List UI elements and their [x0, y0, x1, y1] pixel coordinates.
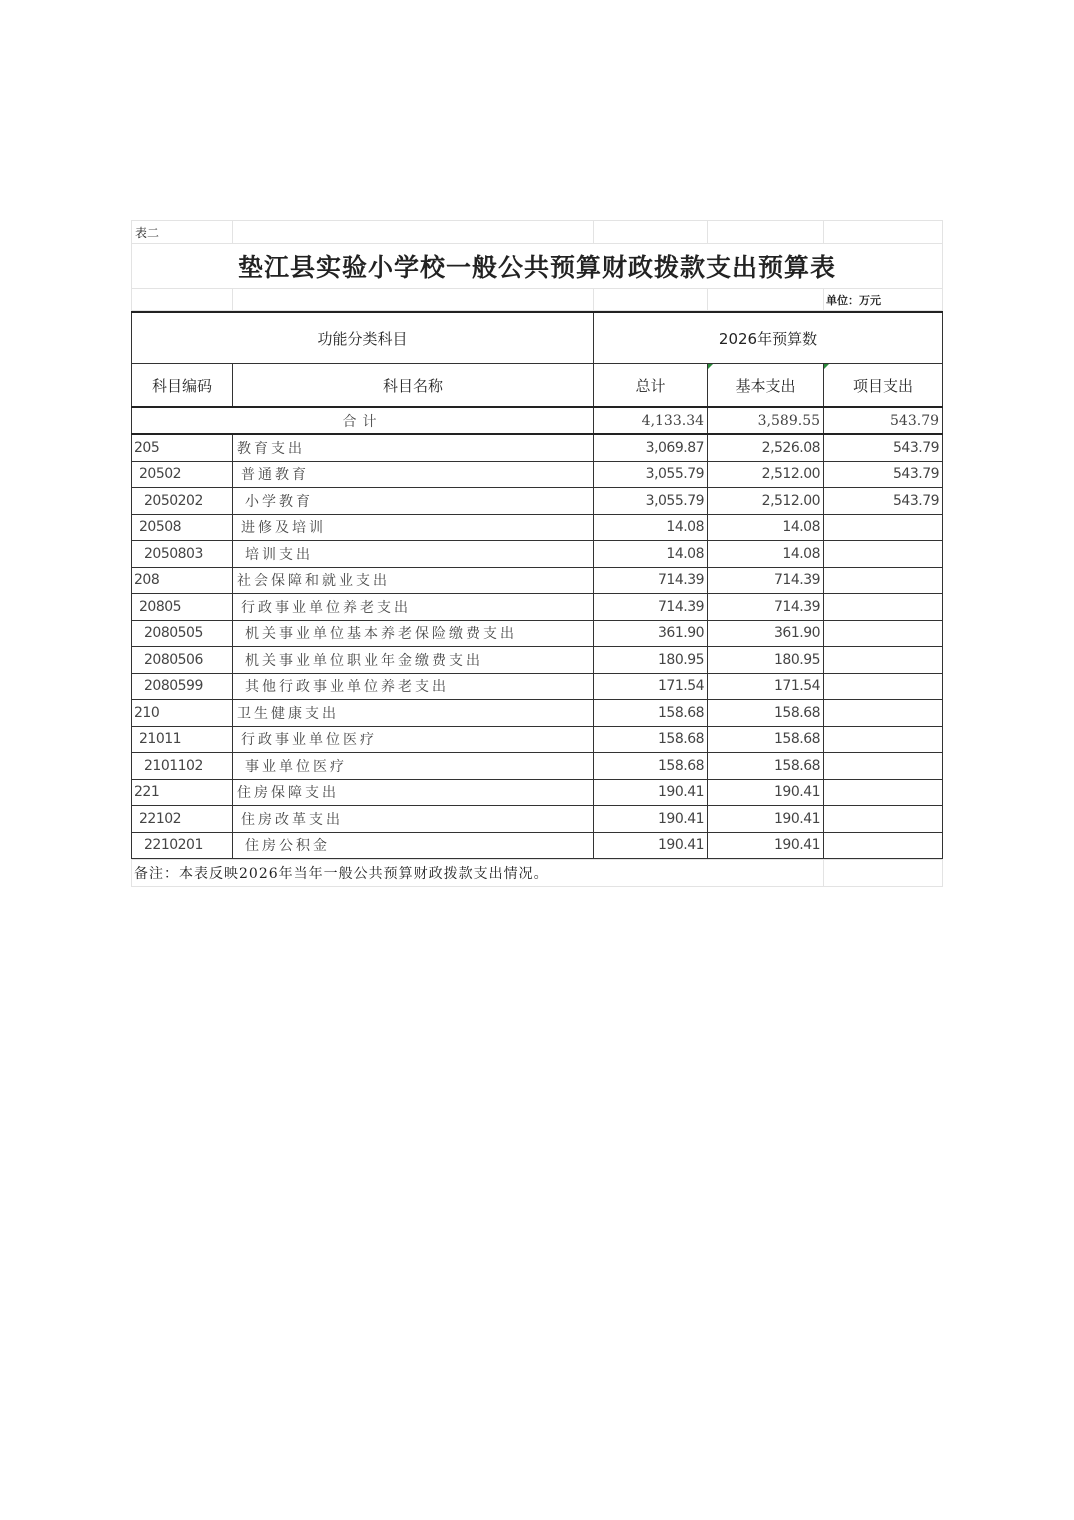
table-row [132, 594, 943, 621]
row-name: 教育支出 [233, 434, 594, 461]
summary-basic: 3,589.55 [708, 407, 824, 434]
unit-label: 单位：万元 [824, 289, 943, 311]
row-total: 3,055.79 [594, 461, 708, 488]
row-project [824, 806, 943, 833]
row-basic: 714.39 [708, 567, 824, 594]
row-total: 361.90 [594, 620, 708, 647]
row-project [824, 832, 943, 859]
row-total: 171.54 [594, 673, 708, 700]
sheet-header-grid [131, 220, 943, 311]
row-code: 20805 [132, 594, 233, 621]
table-row [132, 488, 943, 515]
row-basic: 2,512.00 [708, 488, 824, 515]
row-basic: 190.41 [708, 832, 824, 859]
table-row [132, 647, 943, 674]
note-grid [131, 859, 943, 887]
row-name: 社会保障和就业支出 [233, 567, 594, 594]
page-title: 垫江县实验小学校一般公共预算财政拨款支出预算表 [132, 244, 943, 289]
row-basic: 190.41 [708, 806, 824, 833]
table-row [132, 726, 943, 753]
row-total: 714.39 [594, 567, 708, 594]
summary-total: 4,133.34 [594, 407, 708, 434]
row-project [824, 594, 943, 621]
row-total: 158.68 [594, 700, 708, 727]
row-project: 543.79 [824, 461, 943, 488]
row-code: 205 [132, 434, 233, 461]
row-basic: 180.95 [708, 647, 824, 674]
row-total: 190.41 [594, 832, 708, 859]
row-basic: 361.90 [708, 620, 824, 647]
row-name: 住房保障支出 [233, 779, 594, 806]
row-code: 2050803 [132, 541, 233, 568]
row-name: 机关事业单位基本养老保险缴费支出 [233, 620, 594, 647]
row-total: 14.08 [594, 514, 708, 541]
row-code: 2210201 [132, 832, 233, 859]
row-basic: 190.41 [708, 779, 824, 806]
row-basic: 171.54 [708, 673, 824, 700]
row-code: 2101102 [132, 753, 233, 780]
row-total: 190.41 [594, 806, 708, 833]
row-name: 住房改革支出 [233, 806, 594, 833]
table-row [132, 753, 943, 780]
row-basic: 158.68 [708, 700, 824, 727]
row-code: 22102 [132, 806, 233, 833]
header-basic: 基本支出 [708, 364, 824, 408]
header-total: 总计 [594, 364, 708, 408]
row-code: 2080505 [132, 620, 233, 647]
row-name: 行政事业单位医疗 [233, 726, 594, 753]
row-basic: 158.68 [708, 726, 824, 753]
summary-project: 543.79 [824, 407, 943, 434]
budget-sheet [131, 220, 942, 887]
row-name: 事业单位医疗 [233, 753, 594, 780]
table-row [132, 673, 943, 700]
header-functional-category: 功能分类科目 [132, 312, 594, 364]
row-basic: 714.39 [708, 594, 824, 621]
row-project [824, 700, 943, 727]
row-project [824, 726, 943, 753]
row-name: 培训支出 [233, 541, 594, 568]
table-row [132, 514, 943, 541]
row-project: 543.79 [824, 488, 943, 515]
footnote: 备注：本表反映2026年当年一般公共预算财政拨款支出情况。 [132, 860, 824, 887]
row-name: 住房公积金 [233, 832, 594, 859]
table-row [132, 806, 943, 833]
row-project: 543.79 [824, 434, 943, 461]
header-code: 科目编码 [132, 364, 233, 408]
budget-rows [132, 434, 943, 859]
row-code: 20502 [132, 461, 233, 488]
row-total: 158.68 [594, 726, 708, 753]
row-code: 2050202 [132, 488, 233, 515]
row-total: 3,069.87 [594, 434, 708, 461]
header-project: 项目支出 [824, 364, 943, 408]
row-project [824, 567, 943, 594]
table-row [132, 779, 943, 806]
summary-row [132, 407, 943, 434]
table-row [132, 461, 943, 488]
row-name: 进修及培训 [233, 514, 594, 541]
row-name: 小学教育 [233, 488, 594, 515]
row-project [824, 514, 943, 541]
header-name: 科目名称 [233, 364, 594, 408]
row-total: 714.39 [594, 594, 708, 621]
row-basic: 14.08 [708, 541, 824, 568]
row-name: 卫生健康支出 [233, 700, 594, 727]
row-basic: 158.68 [708, 753, 824, 780]
row-basic: 2,512.00 [708, 461, 824, 488]
table-row [132, 620, 943, 647]
row-name: 行政事业单位养老支出 [233, 594, 594, 621]
row-project [824, 779, 943, 806]
row-project [824, 647, 943, 674]
row-total: 14.08 [594, 541, 708, 568]
row-code: 2080599 [132, 673, 233, 700]
row-total: 3,055.79 [594, 488, 708, 515]
row-basic: 2,526.08 [708, 434, 824, 461]
row-code: 20508 [132, 514, 233, 541]
table-row [132, 700, 943, 727]
table-row [132, 832, 943, 859]
row-project [824, 753, 943, 780]
row-total: 190.41 [594, 779, 708, 806]
table-tag: 表二 [132, 221, 233, 244]
budget-table [131, 311, 943, 859]
header-budget-year: 2026年预算数 [594, 312, 943, 364]
table-row [132, 434, 943, 461]
row-code: 210 [132, 700, 233, 727]
row-code: 21011 [132, 726, 233, 753]
row-total: 158.68 [594, 753, 708, 780]
row-name: 普通教育 [233, 461, 594, 488]
row-total: 180.95 [594, 647, 708, 674]
row-project [824, 620, 943, 647]
summary-label: 合计 [132, 407, 594, 434]
table-row [132, 541, 943, 568]
row-name: 机关事业单位职业年金缴费支出 [233, 647, 594, 674]
row-code: 208 [132, 567, 233, 594]
row-project [824, 673, 943, 700]
row-code: 2080506 [132, 647, 233, 674]
table-row [132, 567, 943, 594]
row-name: 其他行政事业单位养老支出 [233, 673, 594, 700]
row-project [824, 541, 943, 568]
row-code: 221 [132, 779, 233, 806]
row-basic: 14.08 [708, 514, 824, 541]
